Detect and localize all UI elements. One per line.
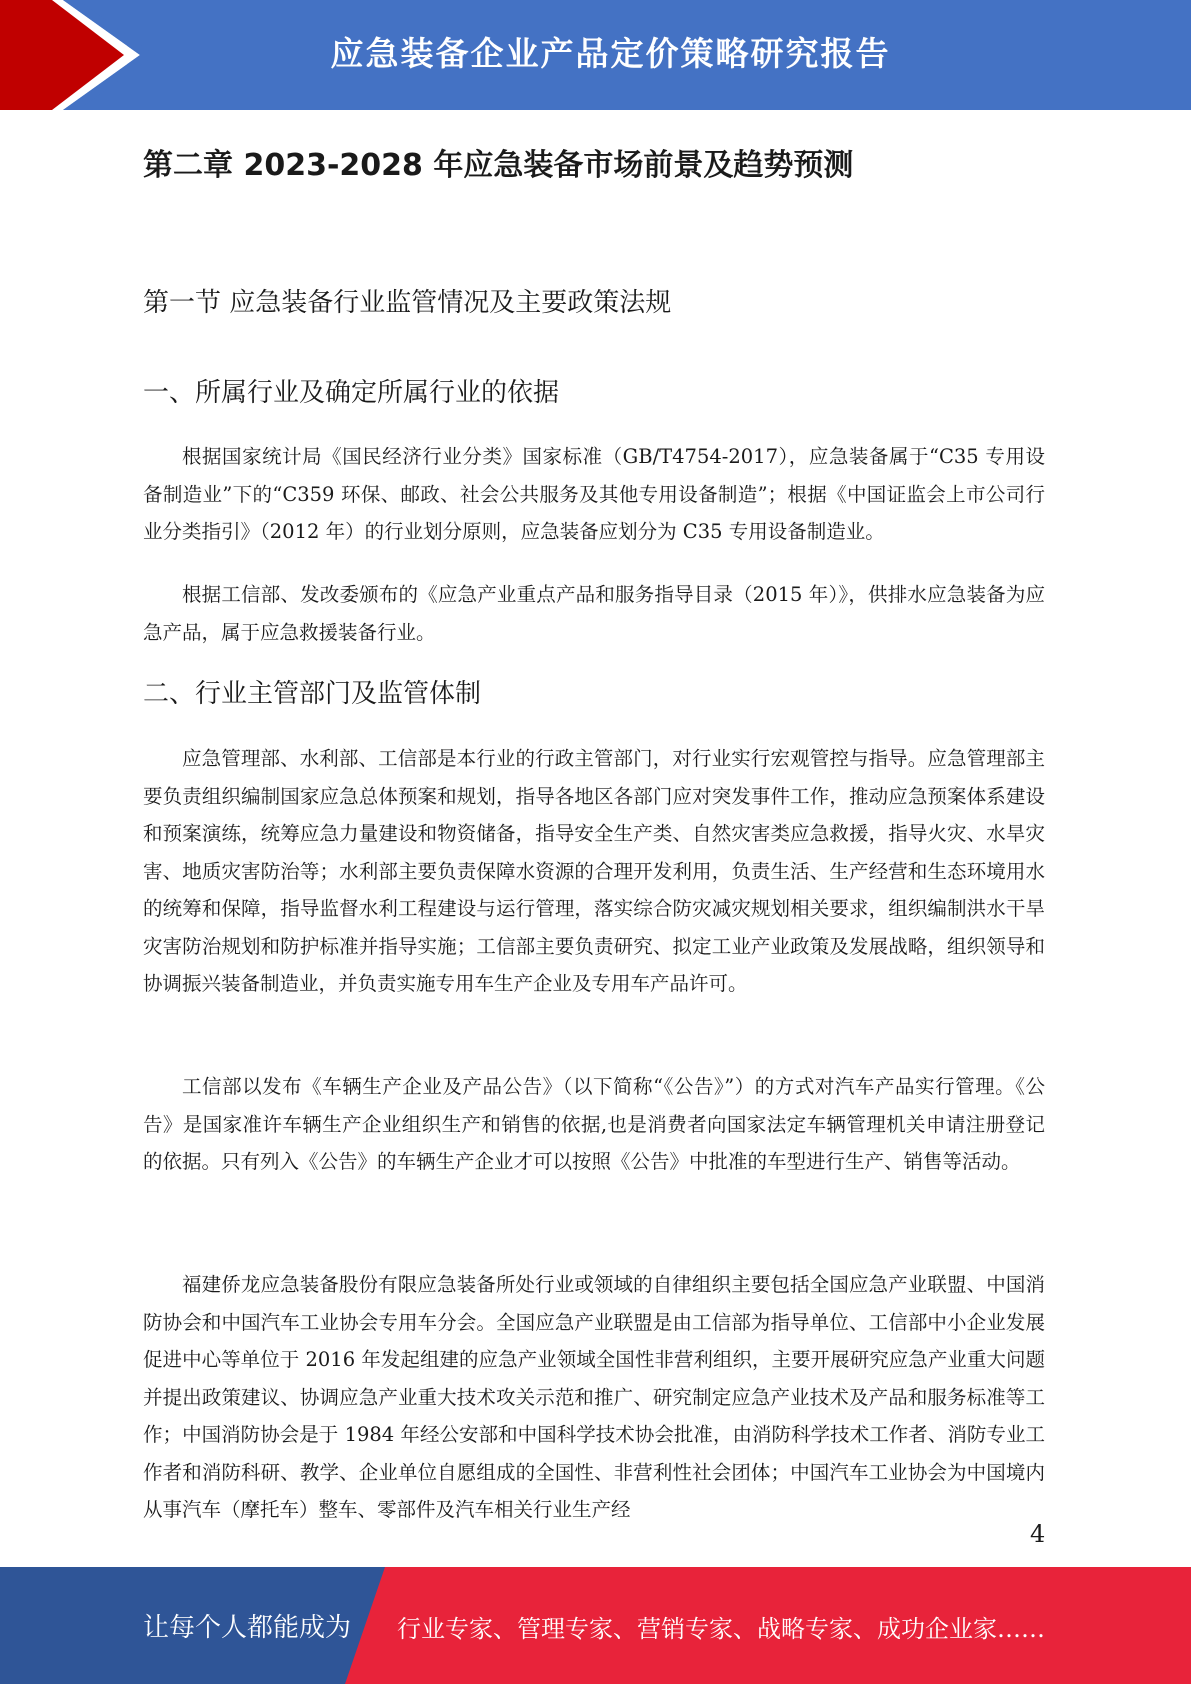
subsection-heading: 二、行业主管部门及监管体制 — [143, 679, 482, 709]
page-number: 4 — [1030, 1520, 1046, 1548]
footer-slogan-right: 行业专家、管理专家、营销专家、战略专家、成功企业家…… — [397, 1615, 1045, 1643]
paragraph: 根据工信部、发改委颁布的《应急产业重点产品和服务指导目录（2015 年）》，供排水应急装备为应急产品，属于应急救援装备行业。 — [143, 583, 1045, 644]
page-header — [0, 0, 1191, 110]
section-title: 第一节 应急装备行业监管情况及主要政策法规 — [143, 288, 672, 318]
paragraph: 应急管理部、水利部、工信部是本行业的行政主管部门，对行业实行宏观管控与指导。应急管理部主要负责组织编制国家应急总体预案和规划，指导各地区各部门应对突发事件工作，推动应急预案体系建设和预案演练，统筹应急力量建设和物资储备，指导安全生产类、自然灾害类应急救援，指导火灾、水旱灾害、地质灾害防治等；水利部主要负责保障水资源的合理开发利用，负责生活、生产经营和生态环境用水的统筹和保障，指导监督水利工程建设与运行管理，落实综合防灾减灾规划相关要求，组织编制洪水干旱灾害防治规划和防护标准并指导实施；工信部主要负责研究、拟定工业产业政策及发展战略，组织领导和协调振兴装备制造业，并负责实施专用车生产企业及专用车产品许可。 — [143, 747, 1045, 995]
subsection-heading: 一、所属行业及确定所属行业的依据 — [143, 378, 560, 408]
page-footer — [0, 1567, 1191, 1684]
report-title: 应急装备企业产品定价策略研究报告 — [330, 34, 891, 73]
paragraph: 根据国家统计局《国民经济行业分类》国家标准（GB/T4754-2017），应急装备属于“C35 专用设备制造业”下的“C359 环保、邮政、社会公共服务及其他专用设备制造”；根据《中国证监会上市公司行业分类指引》（2012 年）的行业划分原则，应急装备应划分为 C35 专用设备制造业。 — [143, 445, 1045, 543]
chapter-title: 第二章 2023-2028 年应急装备市场前景及趋势预测 — [143, 148, 854, 183]
footer-slogan-left: 让每个人都能成为 — [143, 1613, 352, 1643]
paragraph: 工信部以发布《车辆生产企业及产品公告》（以下简称“《公告》”）的方式对汽车产品实行管理。《公告》是国家准许车辆生产企业组织生产和销售的依据,也是消费者向国家法定车辆管理机关申请注册登记的依据。只有列入《公告》的车辆生产企业才可以按照《公告》中批准的车型进行生产、销售等活动。 — [143, 1075, 1045, 1173]
paragraph: 福建侨龙应急装备股份有限应急装备所处行业或领域的自律组织主要包括全国应急产业联盟、中国消防协会和中国汽车工业协会专用车分会。全国应急产业联盟是由工信部为指导单位、工信部中小企业发展促进中心等单位于 2016 年发起组建的应急产业领域全国性非营利组织，主要开展研究应急产业重大问题并提出政策建议、协调应急产业重大技术攻关示范和推广、研究制定应急产业技术及产品和服务标准等工作；中国消防协会是于 1984 年经公安部和中国科学技术协会批准，由消防科学技术工作者、消防专业工作者和消防科研、教学、企业单位自愿组成的全国性、非营利性社会团体；中国汽车工业协会为中国境内从事汽车（摩托车）整车、零部件及汽车相关行业生产经 — [143, 1273, 1045, 1521]
